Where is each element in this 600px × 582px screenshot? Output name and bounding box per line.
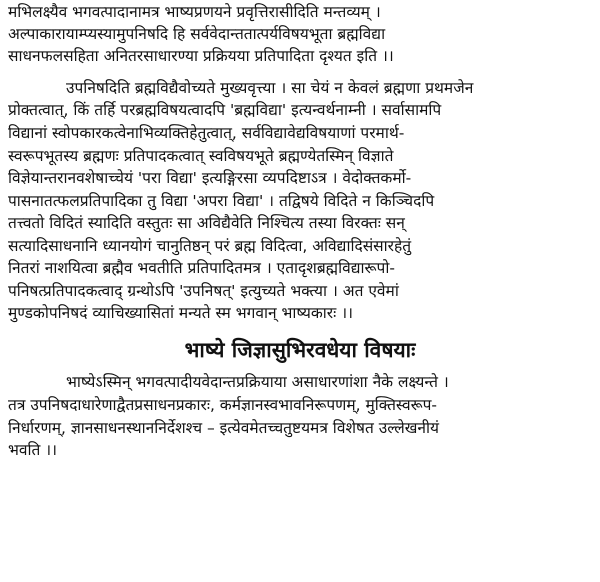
text-line: नितरां नाशयित्वा ब्रह्मैव भवतीति प्रतिपादितमत्र । एतादृशब्रह्मविद्यारूपो- bbox=[8, 259, 395, 277]
section-heading: भाष्ये जिज्ञासुभिरवधेया विषयाः bbox=[184, 338, 416, 362]
text-line: मभिलक्ष्यैव भगवत्पादानामत्र भाष्यप्रणयने प्रवृत्तिरासीदिति मन्तव्यम् । bbox=[8, 3, 381, 21]
text-line: भाष्येऽस्मिन् भगवत्पादीयवेदान्तप्रक्रियाया असाधारणांशा नैके लक्ष्यन्ते । bbox=[66, 373, 449, 391]
text-line: निर्धारणम्, ज्ञानसाधनस्थाननिर्देशश्च – इत्येवमेतच्चतुष्टयमत्र विशेषत उल्लेखनीयं bbox=[8, 419, 439, 437]
text-line: भवति ।। bbox=[8, 441, 58, 459]
text-line: तत्त्वतो विदितं स्यादिति वस्तुतः सा अविद्यैवेति निश्चित्य तस्या विरक्तः सन् bbox=[8, 214, 405, 232]
text-line: अल्पाकारायाम्प्यस्यामुपनिषदि हि सर्ववेदान्ततात्पर्यविषयभूता ब्रह्मविद्या bbox=[8, 25, 386, 43]
text-line: सत्यादिसाधनानि ध्यानयोगं चानुतिष्ठन् परं ब्रह्म विदित्वा, अविद्यादिसंसारहेतुं bbox=[8, 237, 412, 255]
text-line: मुण्डकोपनिषदं व्याचिख्यासितां मन्यते स्म भगवान् भाष्यकारः ।। bbox=[8, 304, 353, 322]
text-line: स्वरूपभूतस्य ब्रह्मणः प्रतिपादकत्वात् स्वविषयभूते ब्रह्मण्येतस्मिन् विज्ञाते bbox=[8, 147, 394, 165]
text-line: उपनिषदिति ब्रह्मविद्यैवोच्यते मुख्यवृत्त्या । सा चेयं न केवलं ब्रह्मणा प्रथमजेन bbox=[66, 79, 474, 97]
text-line: पासनातत्फलप्रतिपादिका तु विद्या 'अपरा विद्या' । तद्विषये विदिते न किञ्चिदपि bbox=[8, 192, 435, 210]
text-line: साधनफलसहिता अनितरसाधारण्या प्रक्रियया प्रतिपादिता दृश्यत इति ।। bbox=[8, 47, 394, 65]
text-line: प्रोक्तत्वात्, किं तर्हि परब्रह्मविषयत्वादपि 'ब्रह्मविद्या' इत्यन्वर्थनाम्नी । सर्वासामपि bbox=[8, 101, 442, 119]
text-line: तत्र उपनिषदाधारेणाद्वैतप्रसाधनप्रकारः, कर्मज्ञानस्वभावनिरूपणम्, मुक्तिस्वरूप- bbox=[8, 396, 438, 414]
text-line: विज्ञेयान्तरानवशेषाच्चेयं 'परा विद्या' इत्यङ्गिरसा व्यपदिष्टाऽत्र । वेदोक्तकर्मो- bbox=[8, 169, 412, 187]
text-line: पनिषत्प्रतिपादकत्वाद् ग्रन्थोऽपि 'उपनिषत्' इत्युच्यते भक्त्या । अत एवेमां bbox=[8, 282, 399, 300]
text-line: विद्यानां स्वोपकारकत्वेनाभिव्यक्तिहेतुत्वात्, सर्वविद्यावेद्यविषयाणां परमार्थ- bbox=[8, 124, 405, 142]
